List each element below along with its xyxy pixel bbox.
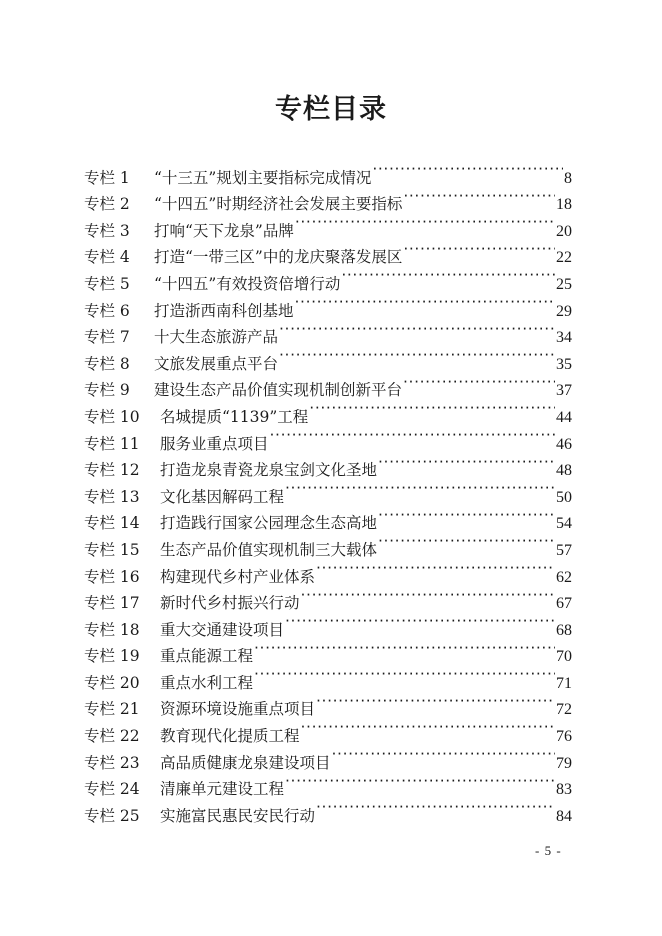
toc-dot-leader [403,369,555,396]
toc-entry-page: 67 [556,595,572,613]
toc-entry-title: 重点能源工程 [160,647,254,666]
toc-entry-page: 71 [556,674,572,692]
toc-entry-title: 重大交通建设项目 [160,620,285,639]
toc-entry-label: 专栏 8 [84,354,130,373]
toc-entry-title: 打造“一带三区”中的龙庆聚落发展区 [154,248,403,267]
toc-dot-leader [295,209,555,236]
toc-entry-label: 专栏 6 [84,301,130,320]
toc-entry-title: “十四五”有效投资倍增行动 [154,274,341,293]
toc-dot-leader [295,289,555,316]
toc-entry-page: 50 [556,488,572,506]
toc-dot-leader [301,714,555,741]
toc-entry-title: 打造龙泉青瓷龙泉宝剑文化圣地 [160,461,378,480]
toc-entry-label: 专栏 9 [84,381,130,400]
toc-entry-label: 专栏 16 [84,567,140,586]
toc-dot-leader [279,316,555,343]
toc-entry-label: 专栏 5 [84,274,130,293]
toc-entry-page: 18 [556,196,572,214]
toc-entry-page: 70 [556,648,572,666]
toc-entry-label: 专栏 18 [84,620,140,639]
toc-dot-leader [403,183,555,210]
toc-entry-label: 专栏 14 [84,514,140,533]
toc-entry-label: 专栏 25 [84,806,140,825]
page-number: - 5 - [535,843,562,858]
toc-entry-page: 46 [556,435,572,453]
toc-entry-page: 29 [556,302,572,320]
toc-entry-page: 83 [556,781,572,799]
toc-entry-title: 十大生态旅游产品 [154,328,279,347]
toc-dot-leader [309,395,555,422]
toc-dot-leader [316,688,555,715]
toc-entry-title: 重点水利工程 [160,673,254,692]
toc-dot-leader [403,236,555,263]
toc-dot-leader [316,555,555,582]
toc-entry-title: 打造浙西南科创基地 [154,301,294,320]
toc-entry-label: 专栏 3 [84,221,130,240]
toc-entry-page: 54 [556,515,572,533]
toc-entry-page: 48 [556,462,572,480]
toc-entry-title: 打响“天下龙泉”品牌 [154,221,294,240]
toc-entry-title: 实施富民惠民安民行动 [160,806,316,825]
toc-entry-label: 专栏 12 [84,461,140,480]
toc-entry-label: 专栏 19 [84,647,140,666]
toc-entry-title: 资源环境设施重点项目 [160,700,316,719]
toc-entry-label: 专栏 22 [84,727,140,746]
toc-entry-label: 专栏 21 [84,700,140,719]
toc-entry-page: 76 [556,728,572,746]
toc-entry-label: 专栏 15 [84,540,140,559]
toc-entry-title: 清廉单元建设工程 [160,780,285,799]
toc-entry-title: 构建现代乡村产业体系 [160,567,316,586]
toc-dot-leader [254,661,555,688]
toc-entry-title: 生态产品价值实现机制三大载体 [160,540,378,559]
toc-dot-leader [316,794,555,821]
toc-entry-title: 高品质健康龙泉建设项目 [160,753,331,772]
toc-entry-label: 专栏 23 [84,753,140,772]
toc-entry-label: 专栏 11 [84,434,140,453]
toc-entry-title: 建设生态产品价值实现机制创新平台 [154,381,403,400]
toc-entry-page: 37 [556,382,572,400]
toc-entry-title: 服务业重点项目 [160,434,269,453]
toc-dot-leader [378,502,555,529]
toc-dot-leader [285,768,555,795]
table-of-contents [84,156,572,825]
toc-dot-leader [285,475,555,502]
toc-dot-leader [332,741,555,768]
toc-entry-label: 专栏 4 [84,248,130,267]
toc-dot-leader [341,262,555,289]
toc-entry-label: 专栏 20 [84,673,140,692]
toc-dot-leader [270,422,555,449]
toc-entry-page: 62 [556,568,572,586]
toc-entry-page: 57 [556,541,572,559]
toc-entry-label: 专栏 17 [84,594,140,613]
toc-entry-page: 25 [556,275,572,293]
toc-entry-page: 68 [556,621,572,639]
toc-entry-title: 新时代乡村振兴行动 [160,594,300,613]
toc-entry-page: 22 [556,249,572,267]
toc-entry-page: 34 [556,329,572,347]
toc-dot-leader [254,635,555,662]
toc-entry-label: 专栏 10 [84,407,140,426]
toc-entry-label: 专栏 13 [84,487,140,506]
toc-dot-leader [378,528,555,555]
page-title: 专栏目录 [275,94,387,125]
toc-dot-leader [372,156,563,183]
toc-entry-label: 专栏 2 [84,195,130,214]
toc-entry-title: 文化基因解码工程 [160,487,285,506]
toc-entry-page: 35 [556,355,572,373]
toc-entry-page: 8 [564,169,572,187]
toc-entry[interactable] [84,156,572,187]
toc-dot-leader [378,449,555,476]
toc-dot-leader [279,342,555,369]
toc-entry-label: 专栏 1 [84,168,130,187]
toc-entry-page: 72 [556,701,572,719]
toc-entry-title: 文旅发展重点平台 [154,354,279,373]
toc-entry-title: “十三五”规划主要指标完成情况 [154,168,372,187]
toc-entry-label: 专栏 7 [84,328,130,347]
toc-entry-title: 教育现代化提质工程 [160,727,300,746]
toc-dot-leader [301,582,555,609]
toc-entry-title: “十四五”时期经济社会发展主要指标 [154,195,403,214]
toc-entry-title: 名城提质“1139”工程 [160,407,309,426]
toc-entry-page: 20 [556,222,572,240]
toc-entry-page: 44 [556,408,572,426]
toc-entry-page: 79 [556,754,572,772]
toc-entry-page: 84 [556,807,572,825]
toc-dot-leader [285,608,555,635]
toc-entry-title: 打造践行国家公园理念生态高地 [160,514,378,533]
toc-entry-label: 专栏 24 [84,780,140,799]
